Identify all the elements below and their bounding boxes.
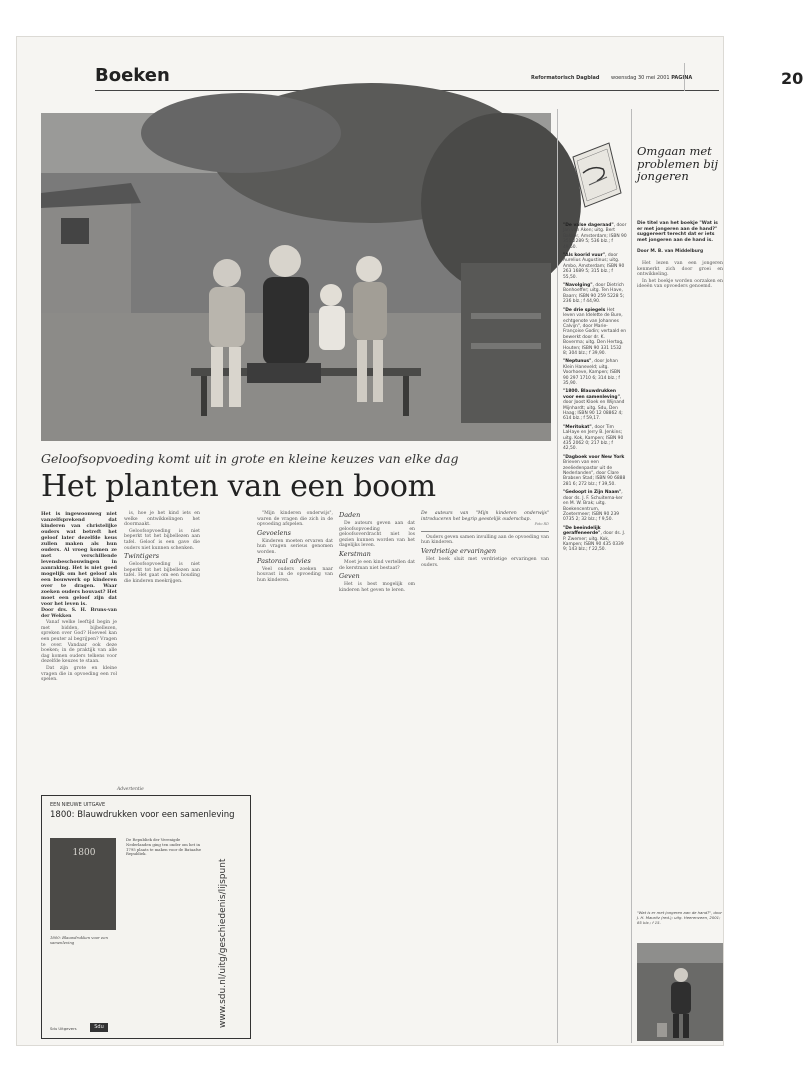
paragraph: Geloofsopvoeding is niet beperkt tot het bijbellezen aan tafel. Het gaat om een houding die kinderen meekrijgen. xyxy=(124,562,200,584)
sidebar-article-meta: "Wat is er met jongeren aan de hand?", door J. H. Mauritz (red.); uitg. Heerenveen, 2001; 85 blz.; f 15. xyxy=(637,910,722,925)
issue-date: woensdag 30 mei 2001 PAGINA xyxy=(611,75,693,81)
listing-item: "Neptunus", door Johan Klein Haneveld; uitg. Voorhoeve, Kampen; ISBN 90 297 1710 6; 314 blz.; f 35,90. xyxy=(563,359,621,386)
book-cover-title: 1800 xyxy=(72,848,96,858)
article-byline: Door drs. S. H. Bruns-van der Wekken xyxy=(41,608,117,619)
header-divider xyxy=(684,63,726,91)
sdu-logo: Sdu xyxy=(90,1023,108,1032)
paragraph: Vanaf welke leeftijd begin je met bidden, bijbellezen, spreken over God? Hoeveel kan een peuter al begrijpen? Vragen te over. Vandaar ook deze boeken; in de praktijk van alle dag komen ouders telkens voor dezelfde keuzes te staan. xyxy=(41,620,117,665)
sidebar-article-title: Omgaan met problemen bij jongeren xyxy=(637,144,719,183)
listing-item: "Gedoopt in Zijn Naam", door ds. J. F. Schuitema-ker en M. W. Brak; uitg. Boekencentrum, Zoetermeer; ISBN 90 239 0735 2; 32 blz.; f 9,50. xyxy=(563,490,623,523)
subheading: Daden xyxy=(339,511,361,519)
newspaper-page xyxy=(16,36,803,1046)
advertisement[interactable] xyxy=(41,795,251,1039)
article-column-4 xyxy=(339,511,415,1041)
ad-url[interactable]: www.sdu.nl/uitg/geschiedenis/lijspunt xyxy=(218,858,228,1028)
subheading: Pastoraal advies xyxy=(257,556,311,565)
article-kicker: Geloofsopvoeding komt uit in grote en kleine keuzes van elke dag xyxy=(41,451,459,466)
listing-item: "De valse dageraad", door Jan van Aken; uitg. Bert Bakker, Amsterdam; ISBN 90 351 2289 5; 536 blz.; f 49,50. xyxy=(563,223,627,250)
article-photo xyxy=(41,113,551,441)
paragraph: Het boek sluit met verdrietige ervaringen van ouders. xyxy=(421,556,549,568)
listing-item: "De beeindelijk geraffeneerde", door ds. J. P. Zwemer; uitg. Kok, Kampen; ISBN 90 435 0339 9; 143 blz.; f 22,50. xyxy=(563,525,626,553)
column-divider xyxy=(557,109,558,1043)
subheading: Twintigers xyxy=(124,552,160,561)
newspaper-name: Reformatorisch Dagblad xyxy=(531,75,600,81)
paragraph: Dat zijn grote en kleine vragen die in opvoeding een rol spelen. xyxy=(41,665,117,683)
listing-item: "Meritokat", door Tim LaHaye en Jerry B. Jenkins; uitg. Kok, Kampen; ISBN 90 435 2062 0; 217 blz.; f 42,50. xyxy=(563,424,624,452)
ad-title: 1800: Blauwdrukken voor een samenleving xyxy=(50,810,235,820)
sidebar-article-body xyxy=(637,261,723,907)
advertisement-label: Advertentie xyxy=(117,787,144,792)
paragraph: Kinderen moeten ervaren dat hun vragen serieus genomen worden. xyxy=(257,538,333,555)
sidebar-article-byline: Door M. B. van Middelburg xyxy=(637,249,704,254)
paragraph: Geloofsopvoeding is niet beperkt tot het bijbellezen aan tafel. Geloof is een gave die ouders niet kunnen schenken. xyxy=(124,528,200,551)
article-lead: Het is ingewoonweg niet vanzelfsprekend dat kinderen van christelijke ouders wat betreft het geloof later dezelfde keus zullen maken als hun ouders. Al vroeg komen ze met verschillende levensbeschouwingen in aanraking. Het is niet goed mogelijk om het geloof als een bouwwerk op kinderen over te dragen. Waar zoeken ouders houvast? Het moet een geloof zijn dat voor het leven is. xyxy=(41,511,117,607)
listing-item: "Dagboek voor New York Brieven van een zeeliedenpastor uit de Nederlanden", door Clare Brabsen Stad; ISBN 90 6888 281 6; 272 blz.; f 39,50. xyxy=(563,454,626,487)
paragraph: De auteurs geven aan dat geloofsopvoeding en geloofsoverdracht niet los gezien kunnen worden van het dagelijks leven. xyxy=(339,521,415,549)
article-column-2 xyxy=(124,511,200,783)
book-listing-icon xyxy=(563,137,627,213)
subheading: Kerstman xyxy=(339,549,371,558)
paragraph: "Mijn kinderen onderwijs", waren de vragen die zich in de opvoeding afspelen. xyxy=(257,511,333,528)
subheading: Gevoelens xyxy=(257,528,291,537)
paragraph: Het lezen van een jongeren kenmerkt zich door groei en ontwikkeling. xyxy=(637,261,723,278)
listing-item: "Als koorid vuur", door Aurelius Augustinus; uitg. Ambo, Amsterdam; ISBN 90 263 1689 5; 315 blz.; f 55,50. xyxy=(563,253,625,280)
listing-item: "De drie spiegels Het leven van Idelette de Bure, echtgenote van Johannes Calvijn", door Marie-Françoise Godin; vertaald en bewerkt door dr. K. Boverma; uitg. Den Hertog, Houten; ISBN 90 331 1532 8; 304 blz.; f 39,90. xyxy=(563,307,627,356)
paragraph: In het boekje worden oorzaken en ideeën van opvoeders genoemd. xyxy=(637,278,723,290)
ad-text: De Republiek der Verenigde Nederlanden ging ten onder om het in 1795 plaats te maken voor de Bataafse Republiek. xyxy=(126,837,202,857)
section-title: Boeken xyxy=(95,65,170,86)
intro-box: De auteurs van "Mijn kinderen onderwijs" introduceren het begrip geestelijk ouderschap. Foto RD xyxy=(421,511,549,532)
photo-credit: Foto RD xyxy=(534,522,549,527)
ad-kicker: EEN NIEUWE UITGAVE xyxy=(50,802,106,808)
paragraph: is, hoe je het kind iets en welke ontwikkelingen het doormaakt. xyxy=(124,511,200,528)
article-column-5 xyxy=(421,511,549,1041)
listing-item: "1800. Blauwdrukken voor een samenleving", door Joost Kloek en Wijnand Mijnhardt; uitg. Sdu, Den Haag; ISBN 90 12 08862 4; 614 blz.; f 59,17. xyxy=(563,389,625,422)
article-headline: Het planten van een boom xyxy=(41,469,436,504)
page-number: 20 xyxy=(781,69,803,88)
listing-item: "Navolging", door Dietrich Bonhoeffer; uitg. Ten Have, Baarn; ISBN 90 259 5228 5; 236 blz.; f 44,90. xyxy=(563,283,625,305)
article-column-3 xyxy=(257,511,333,1041)
subheading: Verdrietige ervaringen xyxy=(421,546,497,555)
column-divider xyxy=(631,109,632,1043)
book-listings xyxy=(563,223,627,1043)
sidebar-article-lead: Die titel van het boekje "Wat is er met jongeren aan de hand?" suggereert terecht dat er iets met jongeren aan de hand is. xyxy=(637,221,718,243)
sidebar-photo xyxy=(637,943,723,1041)
paragraph: Het is best mogelijk om kinderen het geven te leren. xyxy=(339,582,415,593)
ad-caption: 1800: Blauwdrukken voor een samenleving xyxy=(50,935,108,945)
paragraph: Veel ouders zoeken naar houvast in de opvoeding van hun kinderen. xyxy=(257,566,333,583)
article-column-1 xyxy=(41,511,117,783)
subheading: Geven xyxy=(339,572,360,581)
paragraph: Ouders geven samen invulling aan de opvoeding van hun kinderen. xyxy=(421,534,549,546)
ad-footer: Sdu Uitgevers xyxy=(50,1026,77,1031)
paragraph: Moet je een kind vertellen dat de kerstman niet bestaat? xyxy=(339,559,415,571)
